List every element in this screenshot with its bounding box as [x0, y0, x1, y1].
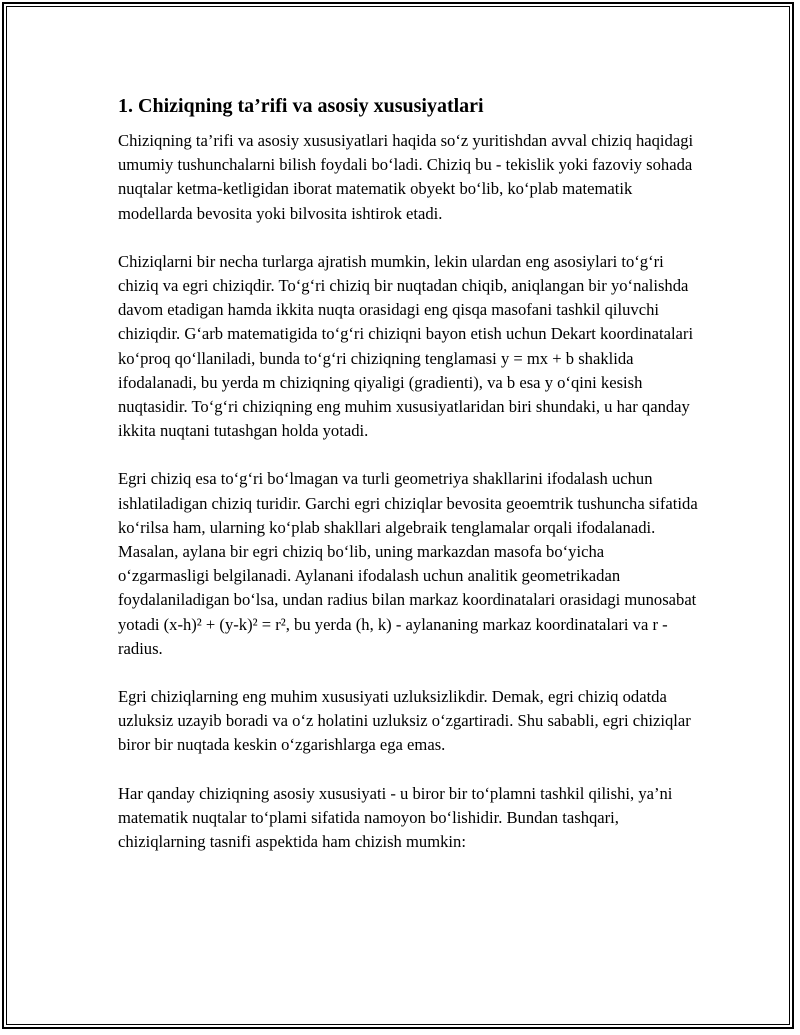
section-heading: 1. Chiziqning ta’rifi va asosiy xususiyatlari — [118, 95, 484, 117]
paragraph-intro: Chiziqning ta’rifi va asosiy xususiyatlari haqida so‘z yuritishdan avval chiziq haqidagi umumiy tushunchalarni bilish foydali bo‘ladi. Chiziq bu - tekislik yoki fazoviy sohada nuqtalar ketma-ketligidan iborat matematik obyekt bo‘lib, ko‘plab matematik modellarda bevosita yoki bilvosita ishtirok etadi. — [118, 131, 694, 223]
paragraph-properties: Har qanday chiziqning asosiy xususiyati - u biror bir to‘plamni tashkil qilishi, ya’ni matematik nuqtalar to‘plami sifatida namoyon bo‘lishidir. Bundan tashqari, chiziqlarning tasnifi aspektida ham chizish mumkin: — [118, 783, 673, 852]
paragraph-continuity: Egri chiziqlarning eng muhim xususiyati uzluksizlikdir. Demak, egri chiziq odatda uzluksiz uzayib boradi va o‘z holatini uzluksiz o‘zgartiradi. Shu sababli, egri chiziqlar biror bir nuqtada keskin o‘zgarishlarga ega emas. — [118, 687, 691, 755]
paragraph-curve: Egri chiziq esa to‘g‘ri bo‘lmagan va turli geometriya shakllarini ifodalash uchun ishlatiladigan chiziq turidir. Garchi egri chiziqlar bevosita geoemtrik tushuncha sifatida ko‘rilsa ham, ularning ko‘plab shakllari algebraik tenglamalar orqali ifodalanadi. Masalan, aylana bir egri chiziq bo‘lib, uning markazdan masofa bo‘yicha o‘zgarmasligi belgilanadi. Aylanani ifodalash uchun analitik geometrikadan foydalaniladigan bo‘lsa, undan radius bilan markaz koordinatalari orasidagi munosabat yotadi (x-h)² + (y-k)² = r², bu yerda (h, k) - aylananing markaz koordinatalari va r - radius. — [118, 469, 698, 658]
document-body — [118, 92, 698, 878]
paragraph-straight-line: Chiziqlarni bir necha turlarga ajratish mumkin, lekin ulardan eng asosiylari to‘g‘ri chiziq va egri chiziqdir. To‘g‘ri chiziq bir nuqtadan chiqib, aniqlangan bir yo‘nalishda davom etadigan hamda ikkita nuqta orasidagi eng qisqa masofani tashkil qiluvchi chiziqdir. G‘arb matematigida to‘g‘ri chiziqni bayon etish uchun Dekart koordinatalari ko‘proq qo‘llaniladi, bunda to‘g‘ri chiziqning tenglamasi y = mx + b shaklida ifodalanadi, bu yerda m chiziqning qiyaligi (gradienti), va b esa y o‘qini kesish nuqtasidir. To‘g‘ri chiziqning eng muhim xususiyatlaridan biri shundaki, u har qanday ikkita nuqtani tutashgan holda yotadi. — [118, 251, 694, 441]
